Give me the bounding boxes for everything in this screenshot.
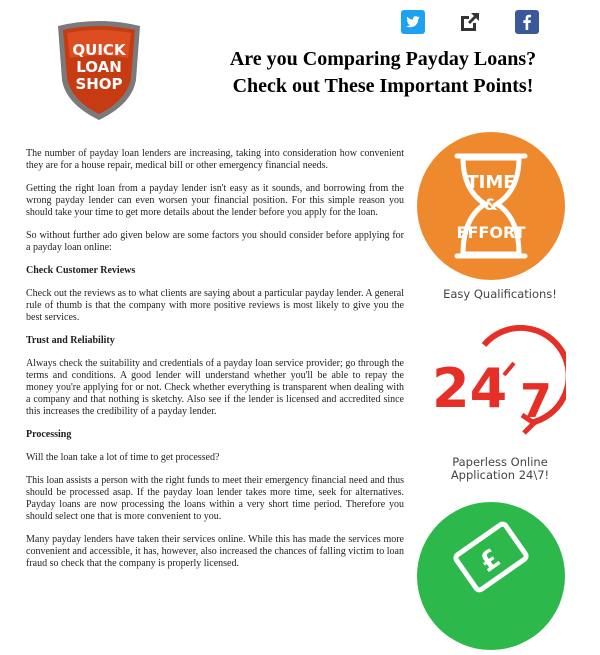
title-line-1: Are you Comparing Payday Loans? xyxy=(229,48,537,70)
intro-paragraph: Getting the right loan from a payday lender isn't easy as it sounds, and borrowing from the wrong payday lender can even worsen your financial position. For this simple reason you should take your time to get more details about the lender before you apply for the loan. xyxy=(26,183,404,218)
seven-text: 7 xyxy=(520,374,553,428)
section-heading: Trust and Reliability xyxy=(26,335,115,346)
twenty-four-seven-badge xyxy=(417,307,565,455)
section-paragraph: Check out the reviews as to what clients are saying about a particular payday lender. A general rule of thumb is that the company with more positive reviews is most likely to give you the best services. xyxy=(26,288,404,323)
money-badge xyxy=(417,502,565,650)
logo-text-loan: LOAN xyxy=(76,58,122,76)
section-heading: Check Customer Reviews xyxy=(26,265,136,276)
external-link-icon[interactable] xyxy=(458,10,482,34)
section-paragraph: Many payday lenders have taken their services online. While this has made the services more convenient and accessible, it has, however, also increased the chances of falling victim to loan fraud so check that the company is properly licensed. xyxy=(26,534,404,569)
section-heading: Processing xyxy=(26,429,72,440)
section-paragraph: This loan assists a person with the right funds to meet their emergency financial need and thus should be processed asap. If the payday loan lender takes more time, seek for alternatives. Payday loans are now processing the loans within a very short time period. Therefore you should select one that is more convenient to you. xyxy=(26,475,404,522)
banknote-icon xyxy=(417,502,565,650)
quick-loan-shop-logo[interactable] xyxy=(52,18,146,122)
twenty-four-text: 24 xyxy=(432,357,508,420)
page-title xyxy=(166,46,600,100)
caption2-line-2: Application 24\7! xyxy=(450,468,550,482)
section-paragraph: Always check the suitability and credentials of a payday loan service provider; go through the terms and conditions. A good lender will understand whether you'll be able to repay the money you're applying for or not. Check whether everything is transparent when dealing with a company and that nothing is sketchy. Also see if the lender is licensed and accredited since this increases the credibility of a payday lender. xyxy=(26,358,404,417)
svg-text:£: £ xyxy=(474,543,507,579)
facebook-icon[interactable] xyxy=(515,10,539,34)
effort-text: EFFORT xyxy=(456,223,526,242)
intro-paragraph: The number of payday loan lenders are increasing, taking into consideration how convenient they are for a house repair, medical bill or other emergency financial needs. xyxy=(26,148,404,171)
ampersand-text: & xyxy=(484,195,498,214)
caption-paperless-online xyxy=(410,456,590,482)
intro-paragraph: So without further ado given below are some factors you should consider before applying for a payday loan online: xyxy=(26,230,404,253)
time-text: TIME xyxy=(466,172,516,193)
logo-text-quick: QUICK xyxy=(72,41,126,59)
hourglass-icon xyxy=(417,132,565,280)
title-line-2: Check out These Important Points! xyxy=(232,75,534,97)
section-paragraph: Will the loan take a lot of time to get processed? xyxy=(26,452,220,463)
time-effort-badge xyxy=(417,132,565,280)
clock-24-7-icon xyxy=(426,325,566,435)
article-body xyxy=(26,148,404,581)
logo-text-shop: SHOP xyxy=(75,75,123,93)
twitter-icon[interactable] xyxy=(401,10,425,34)
caption2-line-1: Paperless Online xyxy=(452,455,548,469)
caption-easy-qualifications: Easy Qualifications! xyxy=(443,287,557,301)
